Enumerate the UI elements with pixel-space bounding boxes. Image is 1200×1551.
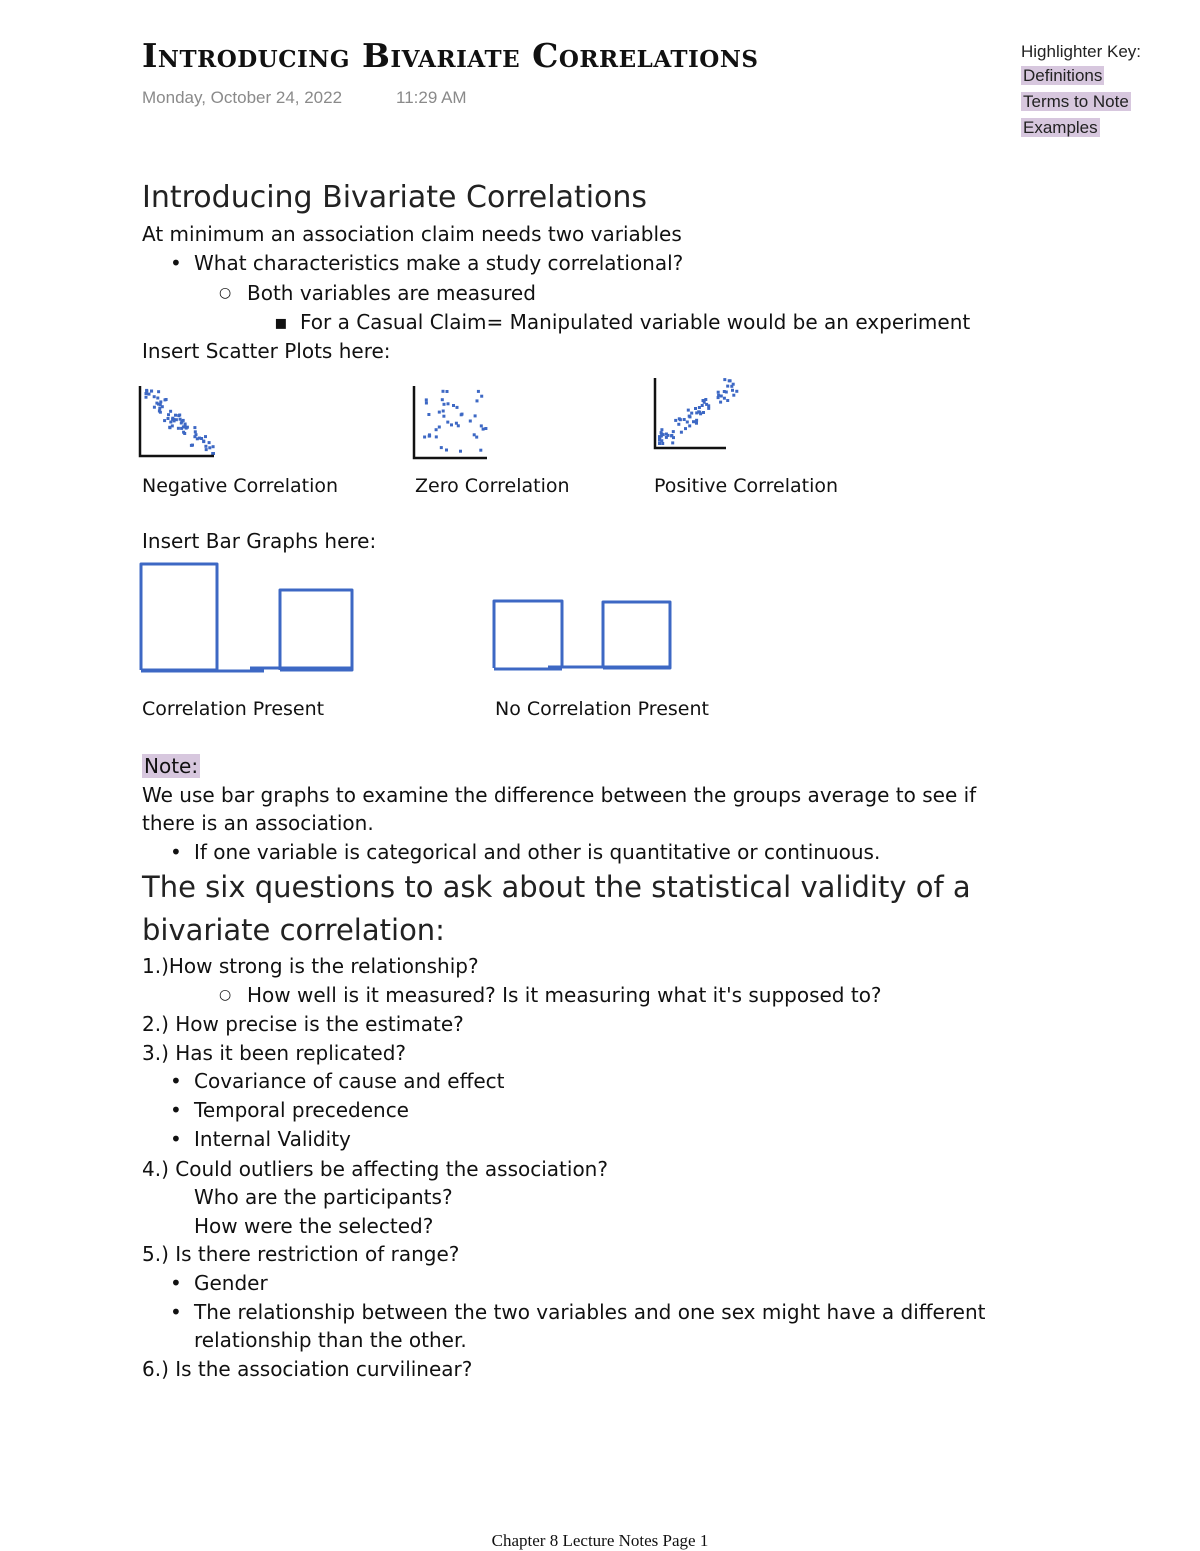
sub-bullet-measured: ○ Both variables are measured xyxy=(247,281,536,305)
negative-scatter-dot xyxy=(198,437,201,440)
positive-scatter-dot xyxy=(670,434,673,437)
negative-scatter-dot xyxy=(158,407,161,410)
caption-negative: Negative Correlation xyxy=(142,475,339,497)
positive-scatter-dot xyxy=(726,399,729,402)
zero-scatter-plot xyxy=(411,384,493,462)
zero-scatter-dot xyxy=(425,402,428,405)
negative-scatter-dot xyxy=(180,422,183,425)
negative-scatter-dot xyxy=(150,390,153,393)
negative-scatter-dot xyxy=(159,400,162,403)
negative-scatter-dot xyxy=(169,410,172,413)
zero-scatter-dot xyxy=(446,421,449,424)
caption-correlation-present: Correlation Present xyxy=(142,698,325,720)
page-date: Monday, October 24, 2022 xyxy=(142,88,343,107)
positive-scatter-dot xyxy=(686,421,689,424)
key-terms-to-note: Terms to Note xyxy=(1023,92,1129,111)
six-questions-heading-1: The six questions to ask about the statistical validity of a xyxy=(142,870,971,904)
positive-scatter-dot xyxy=(677,423,680,426)
negative-scatter-dot xyxy=(184,423,187,426)
positive-scatter-dot xyxy=(658,442,661,445)
question-3: 3.) Has it been replicated? xyxy=(142,1041,407,1065)
question-4-line-1: Who are the participants? xyxy=(194,1185,453,1209)
negative-scatter-dot xyxy=(156,397,159,400)
zero-scatter-dot xyxy=(440,446,443,449)
zero-scatter-dot xyxy=(459,450,462,453)
question-6: 6.) Is the association curvilinear? xyxy=(142,1357,473,1381)
caption-positive: Positive Correlation xyxy=(654,475,839,497)
positive-scatter-dot xyxy=(683,418,686,421)
zero-scatter-dot xyxy=(442,390,445,393)
negative-scatter-dot xyxy=(153,406,156,409)
positive-scatter-dot xyxy=(720,395,723,398)
question-2: 2.) How precise is the estimate? xyxy=(142,1012,464,1036)
question-5: 5.) Is there restriction of range? xyxy=(142,1242,460,1266)
positive-scatter-dot xyxy=(729,379,732,382)
negative-scatter-dot xyxy=(204,445,207,448)
negative-scatter-dot xyxy=(185,427,188,430)
zero-scatter-dot xyxy=(443,403,446,406)
section-heading: Introducing Bivariate Correlations xyxy=(142,180,648,215)
positive-scatter-dot xyxy=(732,394,735,397)
question-4: 4.) Could outliers be affecting the association? xyxy=(142,1157,608,1181)
negative-scatter-dot xyxy=(169,421,172,424)
highlighter-key-label: Highlighter Key: xyxy=(1021,42,1142,61)
negative-scatter-dot xyxy=(174,414,177,417)
positive-scatter-dot xyxy=(690,412,693,415)
positive-scatter-dot xyxy=(735,390,738,393)
zero-scatter-dot xyxy=(476,399,479,402)
zero-scatter-dot xyxy=(428,433,431,436)
question-1-sub: ○ How well is it measured? Is it measuring what it's supposed to? xyxy=(247,983,882,1007)
negative-scatter-dot xyxy=(168,426,171,429)
negative-scatter-dot xyxy=(145,396,148,399)
positive-scatter-dot xyxy=(723,397,726,400)
zero-scatter-dot xyxy=(480,395,483,398)
question-4-line-2: How were the selected? xyxy=(194,1214,434,1238)
key-examples: Examples xyxy=(1023,118,1098,137)
zero-scatter-dot xyxy=(456,406,459,409)
negative-scatter-dot xyxy=(157,390,160,393)
negative-scatter-dot xyxy=(208,441,211,444)
positive-scatter-dot xyxy=(701,404,704,407)
zero-scatter-dot xyxy=(480,424,483,427)
positive-scatter-dot xyxy=(687,409,690,412)
positive-scatter-dot xyxy=(695,420,698,423)
positive-scatter-dot xyxy=(689,415,692,418)
note-label: Note: xyxy=(144,754,199,778)
negative-scatter-dot xyxy=(159,403,162,406)
question-3-bullet-3: • Internal Validity xyxy=(194,1127,351,1151)
zero-scatter-dot xyxy=(423,436,426,439)
page-title: Introducing Bivariate Correlations xyxy=(142,36,759,75)
subsub-bullet-causal: ▪ For a Casual Claim= Manipulated variable would be an experiment xyxy=(300,310,970,334)
positive-scatter-dot xyxy=(684,427,687,430)
negative-scatter-dot xyxy=(193,426,196,429)
negative-scatter-dot xyxy=(202,440,205,443)
positive-scatter-dot xyxy=(694,407,697,410)
key-definitions: Definitions xyxy=(1023,66,1103,85)
positive-scatter-dot xyxy=(702,411,705,414)
scatter-label: Insert Scatter Plots here: xyxy=(142,339,391,363)
zero-scatter-dot xyxy=(475,436,478,439)
positive-scatter-dot xyxy=(726,385,729,388)
zero-scatter-dot xyxy=(446,390,449,393)
note-text-line1: We use bar graphs to examine the difference between the groups average to see if xyxy=(142,783,977,807)
positive-scatter-dot xyxy=(731,389,734,392)
question-1: 1.)How strong is the relationship? xyxy=(142,954,479,978)
question-5-bullet-2: • The relationship between the two variables and one sex might have a different xyxy=(194,1300,985,1324)
positive-scatter-dot xyxy=(707,407,710,410)
caption-zero: Zero Correlation xyxy=(415,475,570,497)
positive-scatter-dot xyxy=(692,420,695,423)
negative-scatter-dot xyxy=(171,424,174,427)
positive-scatter-dot xyxy=(661,442,664,445)
positive-scatter-dot xyxy=(679,418,682,421)
zero-scatter-dot xyxy=(474,414,477,417)
negative-scatter-dot xyxy=(159,411,162,414)
bar-label: Insert Bar Graphs here: xyxy=(142,529,377,553)
negative-scatter-dot xyxy=(204,435,207,438)
negative-scatter-dot xyxy=(148,393,151,396)
question-5-bullet-1: • Gender xyxy=(194,1271,268,1295)
intro-text: At minimum an association claim needs two variables xyxy=(142,222,682,246)
zero-scatter-dot xyxy=(438,411,441,414)
negative-scatter-dot xyxy=(194,430,197,433)
negative-scatter-dot xyxy=(195,433,198,436)
zero-scatter-dot xyxy=(427,413,430,416)
positive-scatter-dot xyxy=(704,398,707,401)
positive-scatter-plot xyxy=(652,376,742,452)
negative-scatter-dot xyxy=(208,446,211,449)
negative-scatter-dot xyxy=(153,395,156,398)
note-bullet: • If one variable is categorical and other is quantitative or continuous. xyxy=(194,840,880,864)
negative-scatter-dot xyxy=(182,425,185,428)
negative-scatter-dot xyxy=(177,427,180,430)
zero-scatter-dot xyxy=(484,427,487,430)
zero-scatter-dot xyxy=(425,398,428,401)
negative-scatter-plot xyxy=(138,384,218,460)
zero-scatter-dot xyxy=(457,424,460,427)
zero-scatter-dot xyxy=(469,420,472,423)
negative-scatter-dot xyxy=(165,398,168,401)
positive-scatter-dot xyxy=(730,385,733,388)
positive-scatter-dot xyxy=(672,430,675,433)
zero-scatter-dot xyxy=(452,404,455,407)
negative-scatter-dot xyxy=(212,445,215,448)
zero-scatter-dot xyxy=(435,428,438,431)
positive-scatter-dot xyxy=(717,396,720,399)
six-questions-heading-2: bivariate correlation: xyxy=(142,913,445,947)
positive-scatter-dot xyxy=(688,424,691,427)
negative-scatter-dot xyxy=(173,419,176,422)
zero-scatter-dot xyxy=(450,423,453,426)
zero-scatter-dot xyxy=(435,435,438,438)
positive-scatter-dot xyxy=(698,406,701,409)
zero-scatter-dot xyxy=(438,426,441,429)
positive-scatter-dot xyxy=(695,411,698,414)
positive-scatter-dot xyxy=(723,390,726,393)
bullet-correlational: • What characteristics make a study correlational? xyxy=(194,251,683,275)
positive-scatter-dot xyxy=(680,431,683,434)
negative-scatter-dot xyxy=(183,432,186,435)
negative-scatter-dot xyxy=(191,444,194,447)
positive-scatter-dot xyxy=(658,438,661,441)
negative-scatter-dot xyxy=(167,417,170,420)
question-3-bullet-1: • Covariance of cause and effect xyxy=(194,1069,505,1093)
negative-scatter-dot xyxy=(167,413,170,416)
positive-scatter-dot xyxy=(667,434,670,437)
positive-scatter-dot xyxy=(660,431,663,434)
zero-scatter-dot xyxy=(461,413,464,416)
correlation-present-bars xyxy=(138,560,358,676)
negative-scatter-dot xyxy=(163,419,166,422)
page-time: 11:29 AM xyxy=(396,88,467,107)
caption-no-correlation: No Correlation Present xyxy=(495,698,709,720)
negative-scatter-dot xyxy=(211,452,214,455)
question-3-bullet-2: • Temporal precedence xyxy=(194,1098,409,1122)
zero-scatter-dot xyxy=(441,398,444,401)
negative-scatter-dot xyxy=(145,390,148,393)
positive-scatter-dot xyxy=(723,378,726,381)
zero-scatter-dot xyxy=(445,449,448,452)
zero-scatter-dot xyxy=(479,449,482,452)
positive-scatter-dot xyxy=(671,441,674,444)
zero-scatter-dot xyxy=(482,428,485,431)
page-footer: Chapter 8 Lecture Notes Page 1 xyxy=(491,1531,709,1550)
zero-scatter-dot xyxy=(477,390,480,393)
positive-scatter-dot xyxy=(717,391,720,394)
positive-scatter-dot xyxy=(660,428,663,431)
positive-scatter-dot xyxy=(719,401,722,404)
positive-scatter-dot xyxy=(674,419,677,422)
zero-scatter-dot xyxy=(442,415,445,418)
negative-scatter-dot xyxy=(177,414,180,417)
note-text-line2: there is an association. xyxy=(142,811,374,835)
no-correlation-bars xyxy=(490,596,676,674)
zero-scatter-dot xyxy=(455,422,458,425)
question-5-continuation: relationship than the other. xyxy=(194,1328,467,1352)
positive-scatter-dot xyxy=(702,399,705,402)
zero-scatter-dot xyxy=(442,410,445,413)
negative-scatter-dot xyxy=(205,448,208,451)
zero-scatter-dot xyxy=(447,402,450,405)
